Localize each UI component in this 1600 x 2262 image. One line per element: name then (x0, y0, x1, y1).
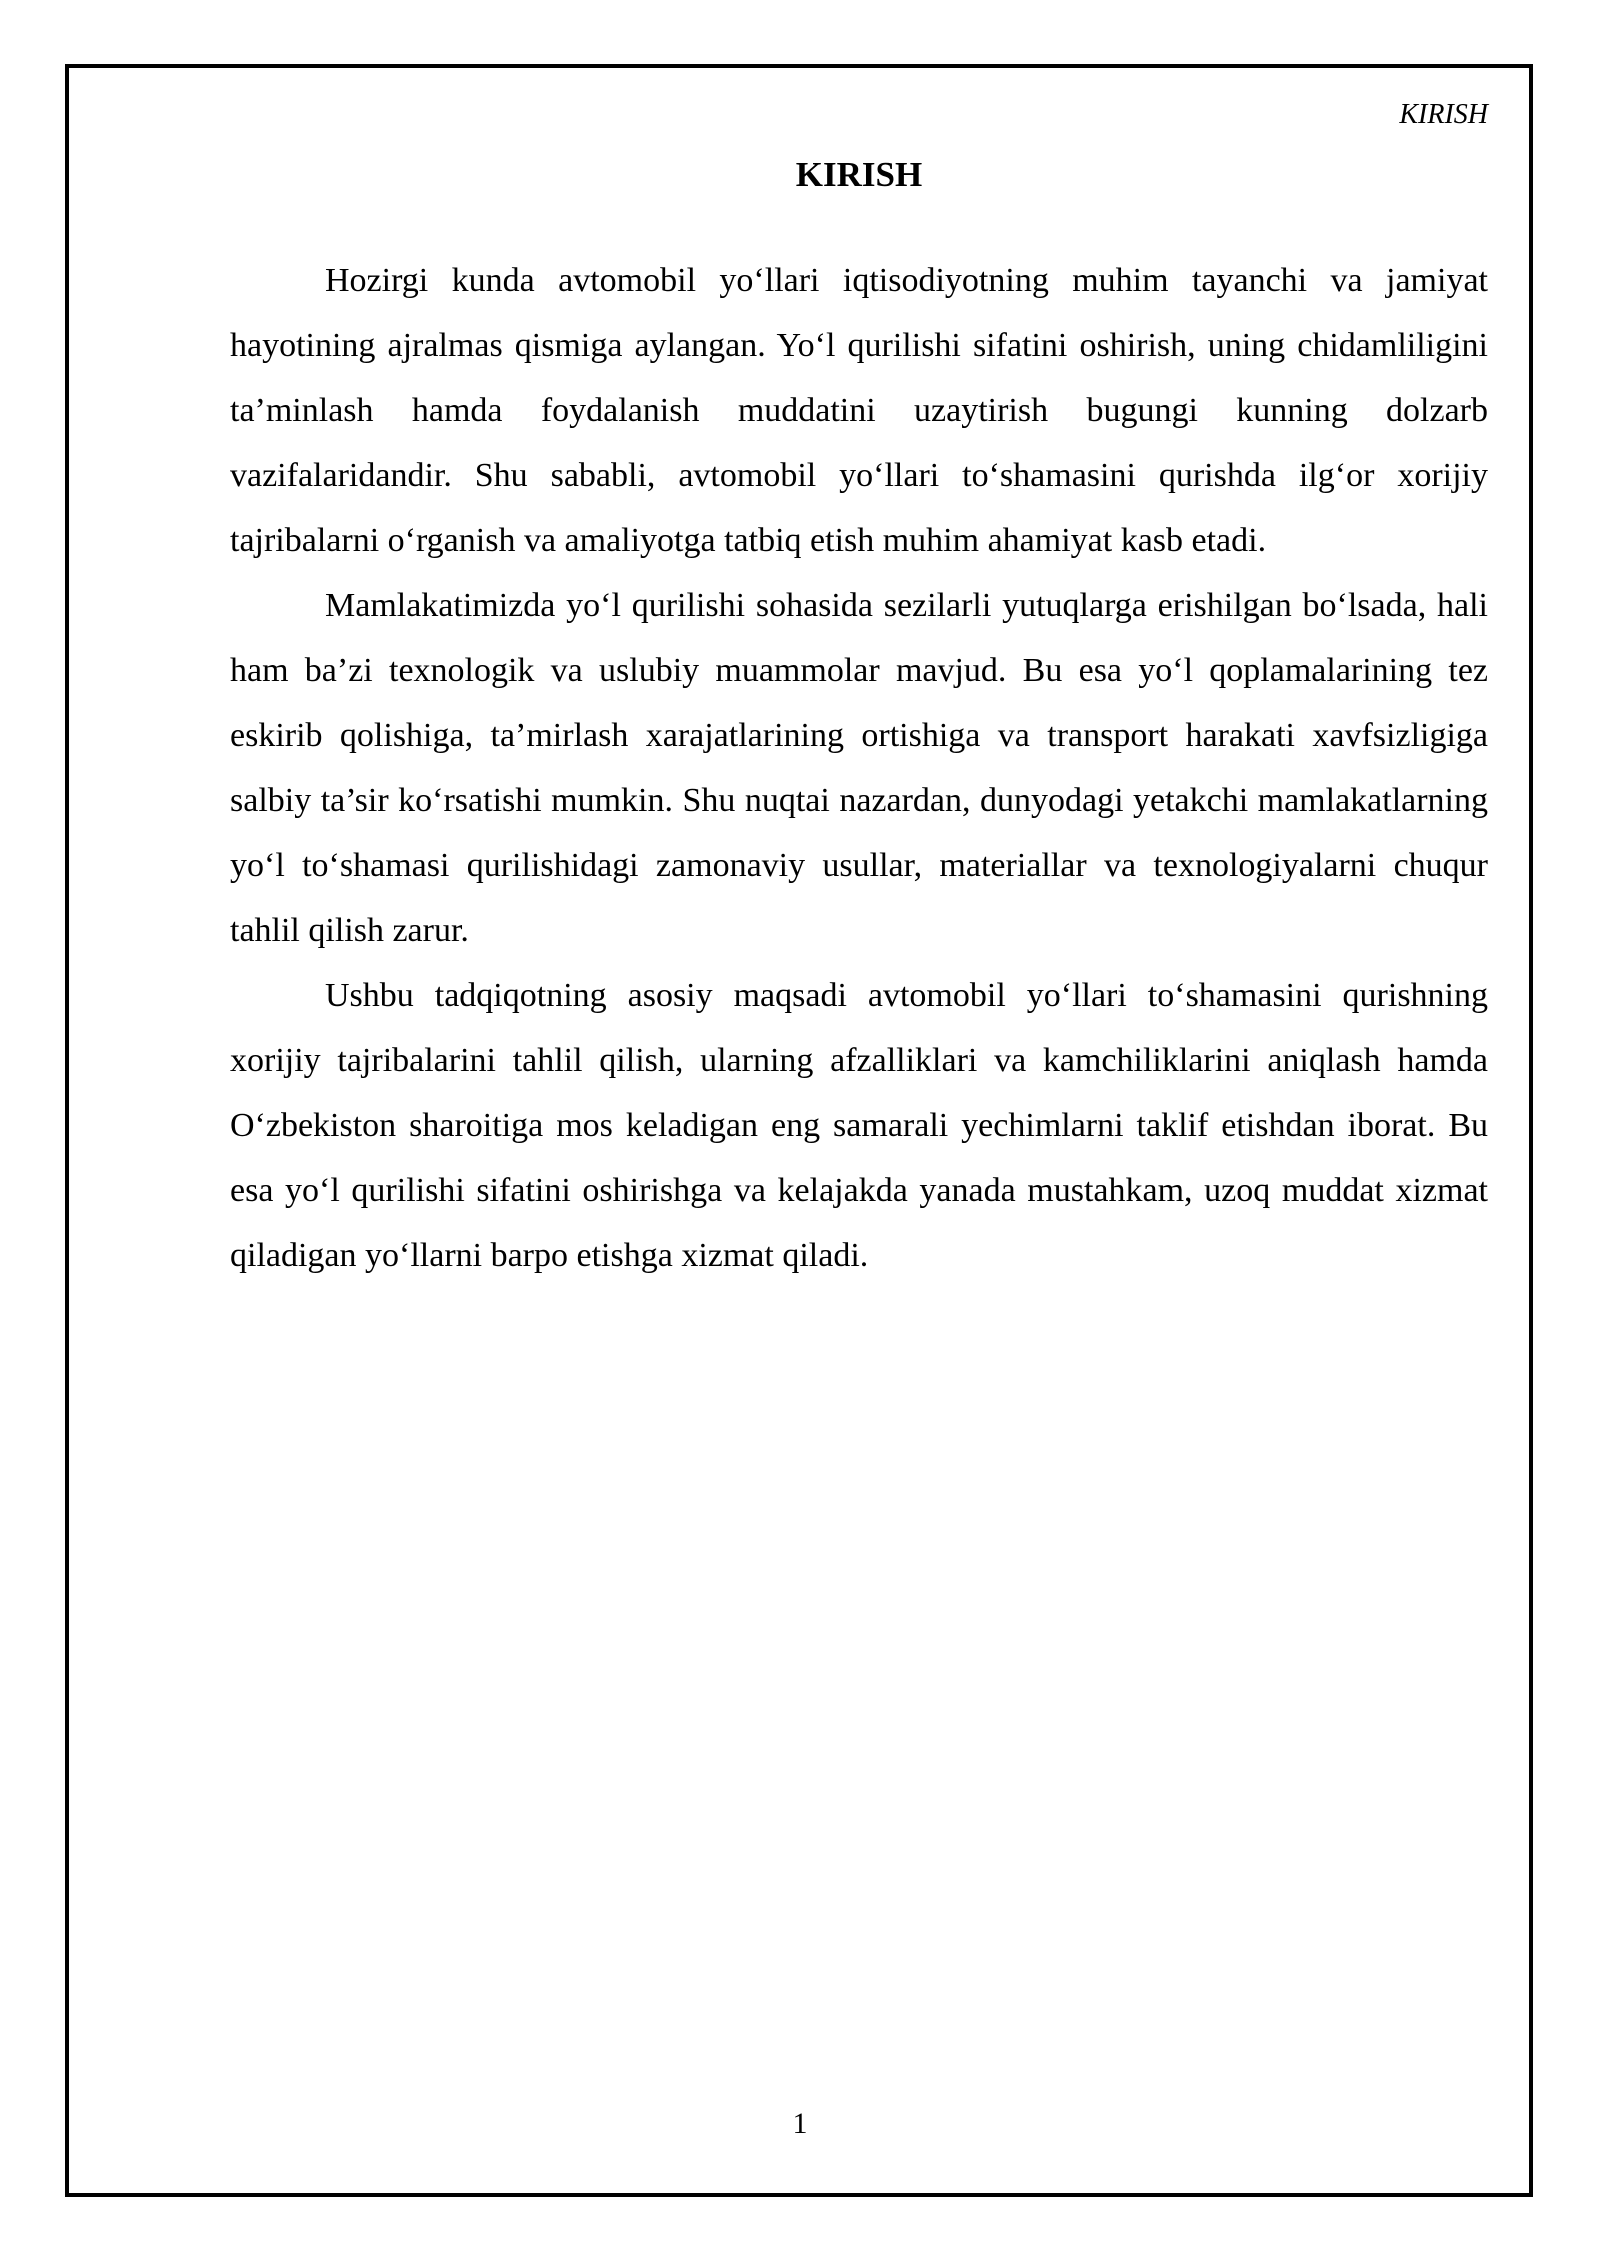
running-header: KIRISH (1399, 99, 1488, 130)
document-body (230, 248, 1488, 1288)
paragraph: Ushbu tadqiqotning asosiy maqsadi avtomobil yo‘llari to‘shamasini qurishning xorijiy tajribalarini tahlil qilish, ularning afzalliklari va kamchiliklarini aniqlash hamda O‘zbekiston sharoitiga mos keladigan eng samarali yechimlarni taklif etishdan iborat. Bu esa yo‘l qurilishi sifatini oshirishga va kelajakda yanada mustahkam, uzoq muddat xizmat qiladigan yo‘llarni barpo etishga xizmat qiladi. (230, 977, 1488, 1274)
document-title: KIRISH (795, 155, 923, 194)
paragraph: Hozirgi kunda avtomobil yo‘llari iqtisodiyotning muhim tayanchi va jamiyat hayotining ajralmas qismiga aylangan. Yo‘l qurilishi sifatini oshirish, uning chidamliligini ta’minlash hamda foydalanish muddatini uzaytirish bugungi kunning dolzarb vazifalaridandir. Shu sababli, avtomobil yo‘llari to‘shamasini qurishda ilg‘or xorijiy tajribalarni o‘rganish va amaliyotga tatbiq etish muhim ahamiyat kasb etadi. (230, 262, 1488, 559)
paragraph: Mamlakatimizda yo‘l qurilishi sohasida sezilarli yutuqlarga erishilgan bo‘lsada, hali ham ba’zi texnologik va uslubiy muammolar mavjud. Bu esa yo‘l qoplamalarining tez eskirib qolishiga, ta’mirlash xarajatlarining ortishiga va transport harakati xavfsizligiga salbiy ta’sir ko‘rsatishi mumkin. Shu nuqtai nazardan, dunyodagi yetakchi mamlakatlarning yo‘l to‘shamasi qurilishidagi zamonaviy usullar, materiallar va texnologiyalarni chuqur tahlil qilish zarur. (230, 587, 1488, 949)
page-number: 1 (792, 2107, 808, 2140)
